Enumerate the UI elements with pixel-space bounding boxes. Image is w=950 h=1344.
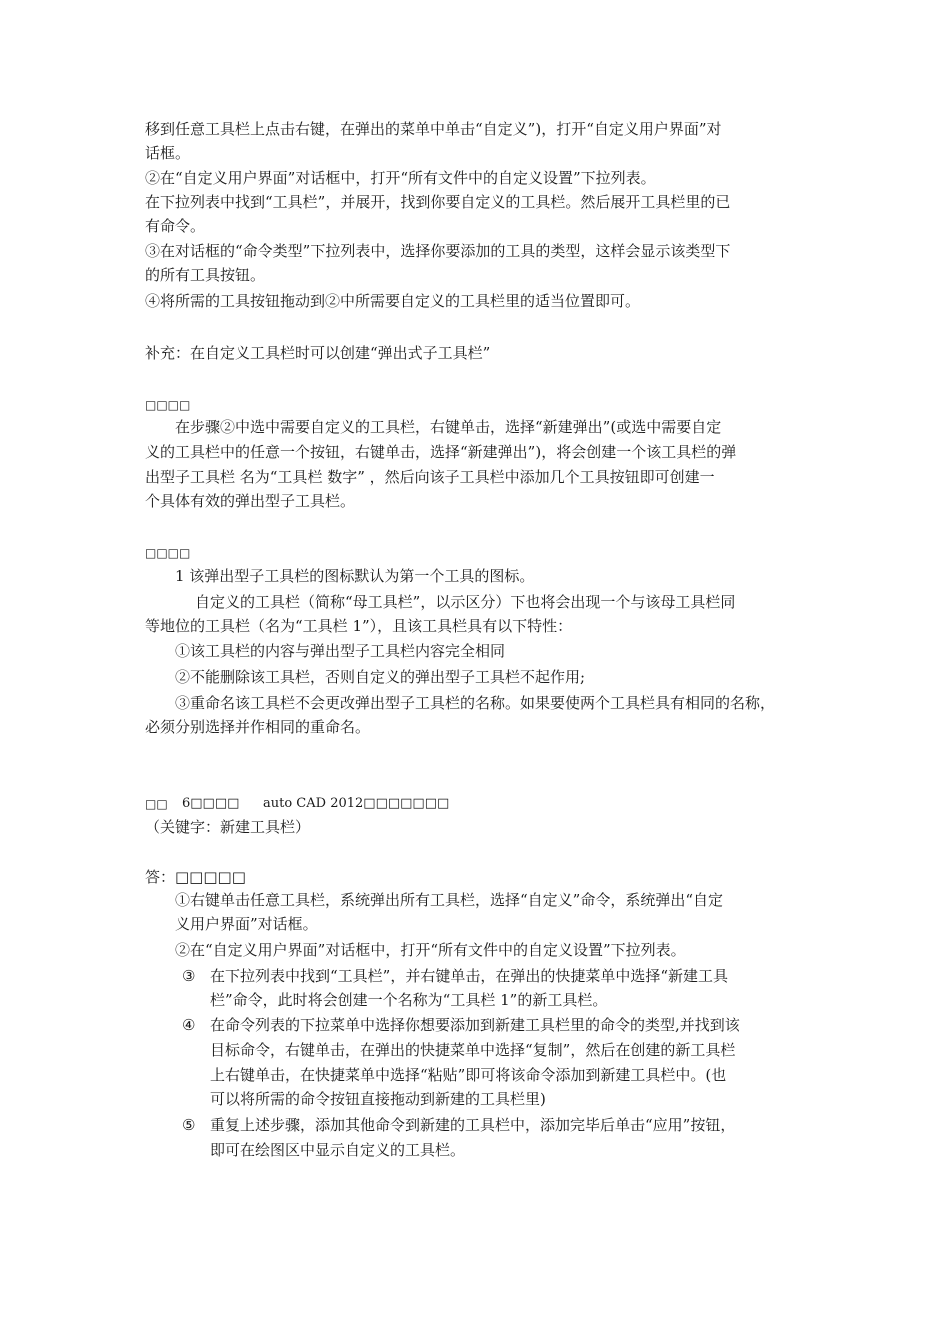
answer-step-3-number: ③	[182, 967, 196, 985]
intro-line-6: ③在对话框的“命令类型”下拉列表中，选择你要添加的工具的类型，这样会显示该类型下	[145, 242, 731, 260]
note-line-2b: 等地位的工具栏（名为“工具栏 1”），且该工具栏具有以下特性：	[145, 617, 573, 635]
answer-step-5-number: ⑤	[182, 1116, 196, 1134]
answer-step-3a: 在下拉列表中找到“工具栏”，并右键单击，在弹出的快捷菜单中选择“新建工具	[210, 967, 729, 985]
answer-step-4b: 目标命令，右键单击，在弹出的快捷菜单中选择“复制”，然后在创建的新工具栏	[210, 1041, 736, 1059]
intro-line-2: 话框。	[145, 144, 191, 162]
supplement-heading-2: □□□□	[145, 546, 191, 560]
supplement-para-line-2: 义的工具栏中的任意一个按钮，右键单击，选择“新建弹出”)，将会创建一个该工具栏的弹	[145, 443, 737, 461]
intro-line-3: ②在“自定义用户界面”对话框中，打开“所有文件中的自定义设置”下拉列表。	[145, 169, 656, 187]
answer-step-4a: 在命令列表的下拉菜单中选择你想要添加到新建工具栏里的命令的类型,并找到该	[210, 1016, 740, 1034]
answer-label: 答：□□□□□	[145, 868, 246, 886]
answer-step-3b: 栏”命令，此时将会创建一个名称为“工具栏 1”的新工具栏。	[210, 991, 608, 1009]
note-line-2a: 自定义的工具栏（简称“母工具栏”，以示区分）下也将会出现一个与该母工具栏同	[195, 593, 736, 611]
feature-line-3b: 必须分别选择并作相同的重命名。	[145, 718, 371, 736]
intro-line-4: 在下拉列表中找到“工具栏”，并展开，找到你要自定义的工具栏。然后展开工具栏里的已	[145, 193, 731, 211]
feature-line-2: ②不能删除该工具栏，否则自定义的弹出型子工具栏不起作用;	[175, 668, 586, 686]
intro-line-1: 移到任意工具栏上点击右键，在弹出的菜单中单击“自定义”)，打开“自定义用户界面”对	[145, 120, 722, 138]
answer-step-5a: 重复上述步骤，添加其他命令到新建的工具栏中，添加完毕后单击“应用”按钮，	[210, 1116, 736, 1134]
question-keywords: （关键字：新建工具栏）	[145, 818, 311, 836]
note-line-1: 1 该弹出型子工具栏的图标默认为第一个工具的图标。	[175, 567, 535, 585]
answer-step-1b: 义用户界面”对话框。	[175, 915, 318, 933]
answer-step-2: ②在“自定义用户界面”对话框中，打开“所有文件中的自定义设置”下拉列表。	[175, 941, 686, 959]
intro-line-8: ④将所需的工具按钮拖动到②中所需要自定义的工具栏里的适当位置即可。	[145, 292, 641, 310]
answer-step-4c: 上右键单击，在快捷菜单中选择“粘贴”即可将该命令添加到新建工具栏中。(也	[210, 1066, 727, 1084]
question-prefix: □□	[145, 797, 168, 811]
answer-step-1a: ①右键单击任意工具栏，系统弹出所有工具栏，选择“自定义”命令，系统弹出“自定	[175, 891, 724, 909]
answer-step-4-number: ④	[182, 1016, 196, 1034]
intro-line-5: 有命令。	[145, 217, 206, 235]
supplement-heading-1: □□□□	[145, 398, 191, 412]
answer-step-5b: 即可在绘图区中显示自定义的工具栏。	[210, 1141, 466, 1159]
answer-step-4d: 可以将所需的命令按钮直接拖动到新建的工具栏里)	[210, 1090, 546, 1108]
supplement-para-line-1: 在步骤②中选中需要自定义的工具栏，右键单击，选择“新建弹出”(或选中需要自定	[175, 418, 722, 436]
intro-line-7: 的所有工具按钮。	[145, 266, 266, 284]
feature-line-1: ①该工具栏的内容与弹出型子工具栏内容完全相同	[175, 642, 506, 660]
question-number: 6□□□□	[182, 796, 240, 811]
supplement-para-line-4: 个具体有效的弹出型子工具栏。	[145, 492, 356, 510]
supplement-title: 补充：在自定义工具栏时可以创建“弹出式子工具栏”	[145, 344, 491, 362]
question-text: auto CAD 2012□□□□□□□	[263, 796, 450, 811]
supplement-para-line-3: 出型子工具栏 名为“工具栏 数字” ，然后向该子工具栏中添加几个工具按钮即可创建一	[145, 468, 715, 486]
feature-line-3a: ③重命名该工具栏不会更改弹出型子工具栏的名称。如果要使两个工具栏具有相同的名称，	[175, 694, 776, 712]
